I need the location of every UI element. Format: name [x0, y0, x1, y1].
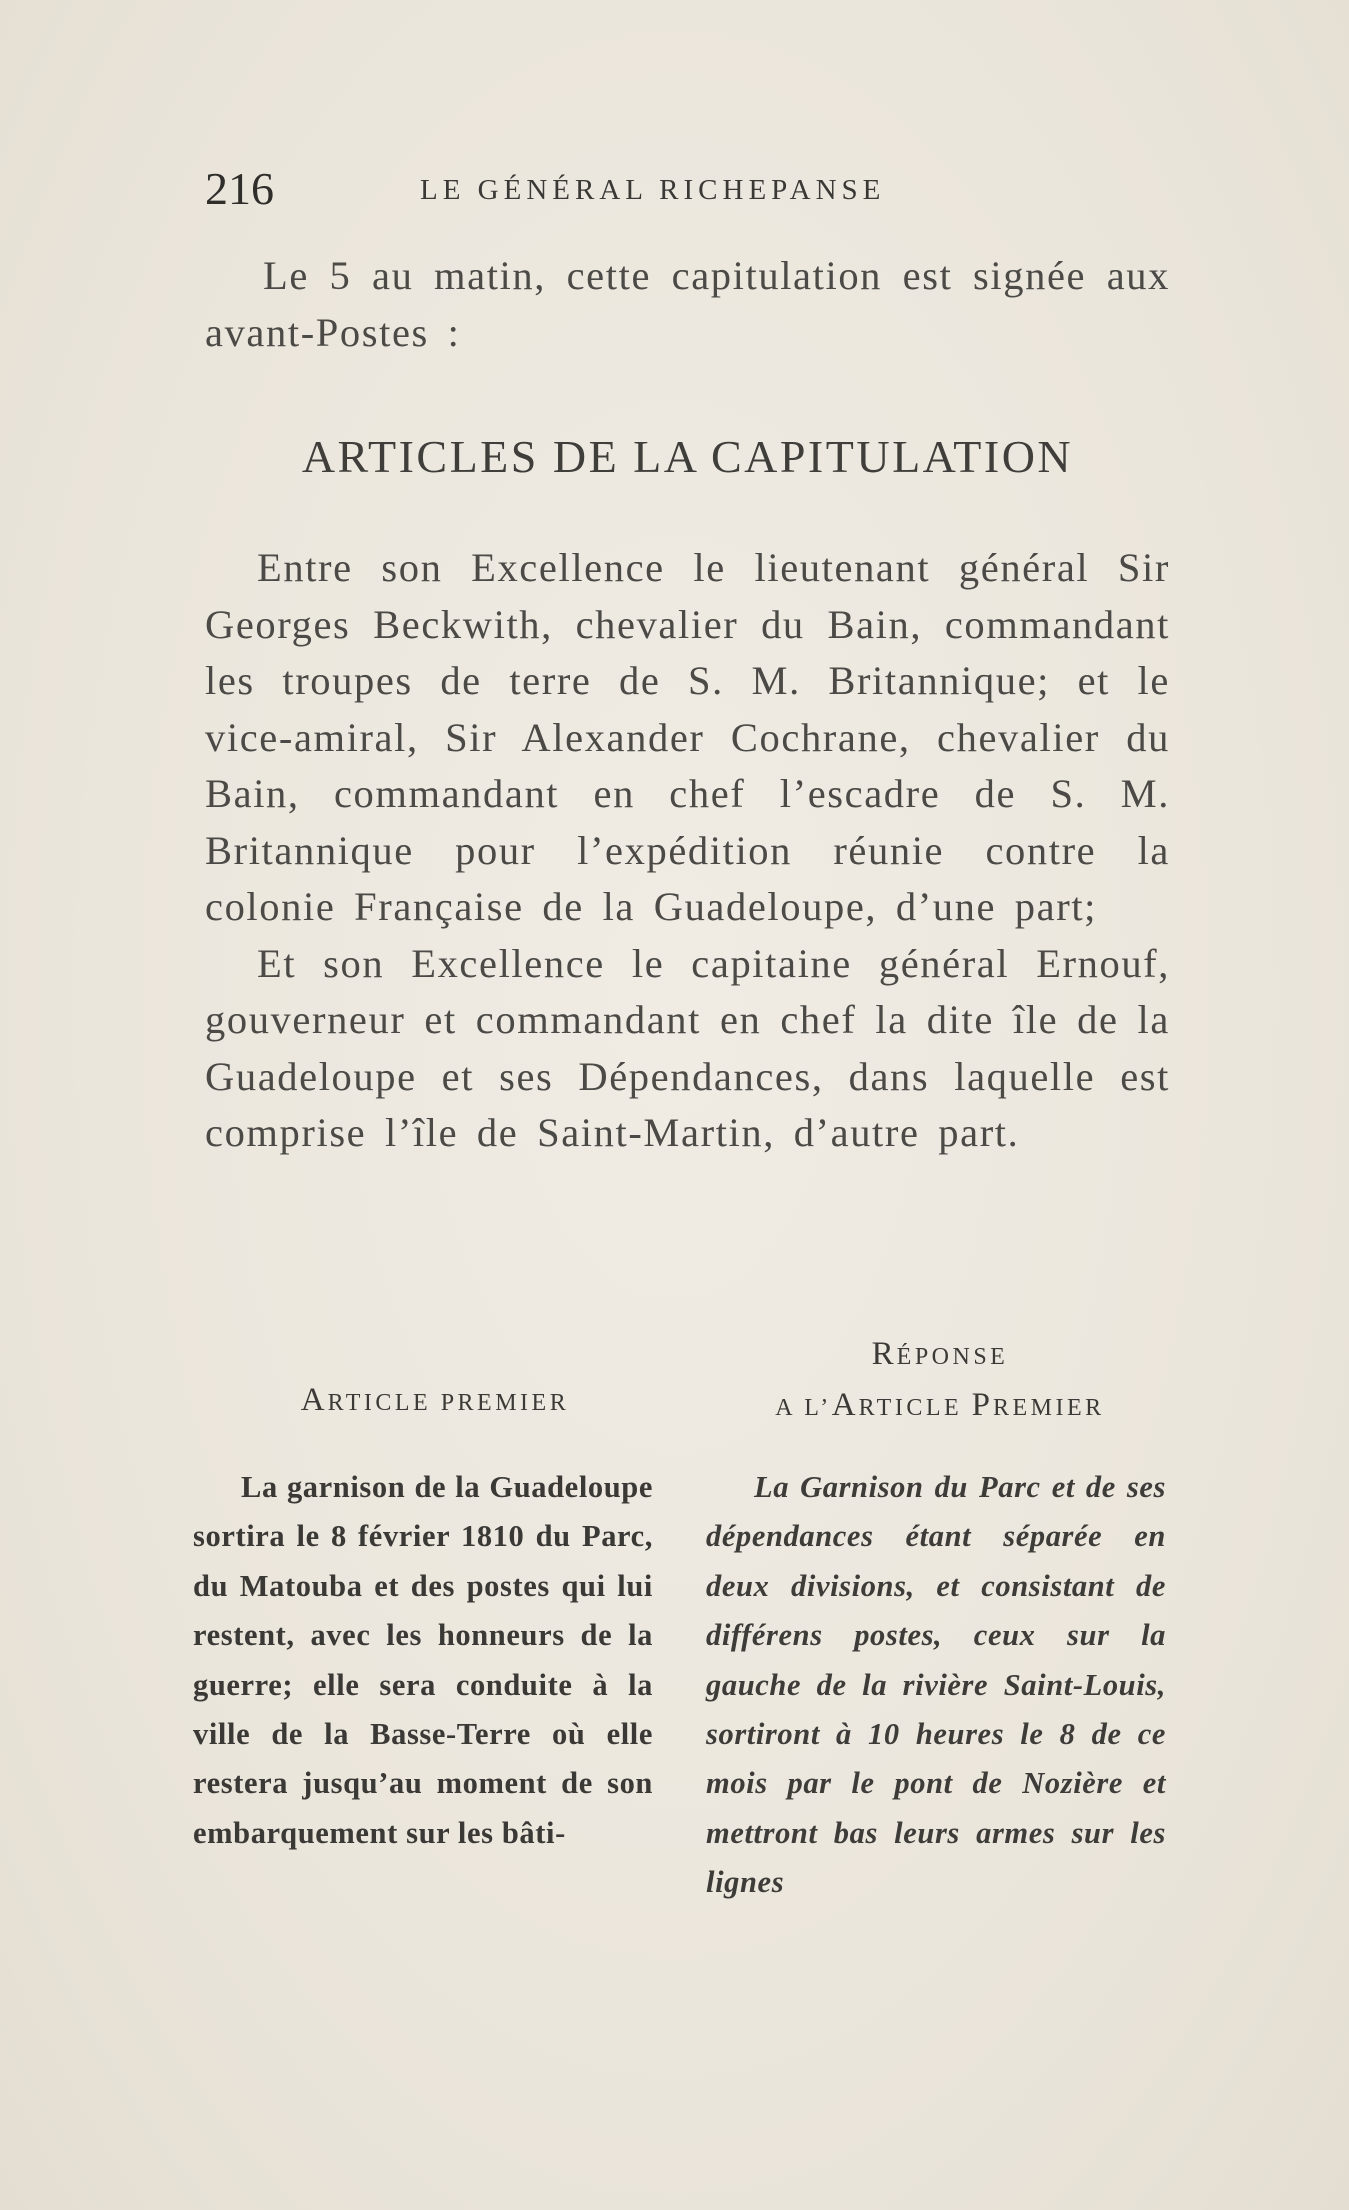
- preamble: [205, 540, 1170, 1162]
- response-heading-line2: [700, 1381, 1180, 1432]
- response-heading-rest: ÉPONSE: [896, 1344, 1009, 1370]
- response-heading: [700, 1330, 1180, 1432]
- response-heading-initial-p: P: [971, 1387, 994, 1423]
- article-text: La garnison de la Guadeloupe sortira le 8 février 1810 du Parc, du Matouba et des postes qui lui restent, avec les honneurs de la guerre; elle sera conduite à la ville de la Basse-Terre où elle restera jusqu’au moment de son embarquement sur les bâti-: [193, 1470, 653, 1850]
- preamble-paragraph: Et son Excellence le capitaine général Ernouf, gouverneur et commandant en chef la dite île de la Guadeloupe et ses Dépendances, dans laquelle est comprise l’île de Saint-Martin, d’autre part.: [205, 940, 1170, 1155]
- preamble-paragraph: Entre son Excellence le lieutenant général Sir Georges Beckwith, chevalier du Bain, commandant les troupes de terre de S. M. Britannique; et le vice-amiral, Sir Alexander Cochrane, chevalier du Bain, commandant en chef l’escadre de S. M. Britannique pour l’expédition réunie contre la colonie Française de la Guadeloupe, d’une part;: [205, 545, 1170, 929]
- response-text: La Garnison du Parc et de ses dépendances étant séparée en deux divisions, et consistant de différens postes, ceux sur la gauche de la rivière Saint-Louis, sortiront à 10 heures le 8 de ce mois par le pont de Nozière et mettront bas leurs armes sur les lignes: [706, 1470, 1166, 1900]
- intro-paragraph: Le 5 au matin, cette capitulation est signée aux avant-Postes :: [205, 253, 1170, 355]
- response-heading-line1: [700, 1330, 1180, 1381]
- article-heading-initial: A: [300, 1382, 328, 1418]
- running-title: LE GÉNÉRAL RICHEPANSE: [420, 174, 886, 206]
- page-header: [205, 162, 1185, 222]
- response-heading-initial: R: [871, 1336, 897, 1372]
- response-heading-prefix: A L’: [775, 1395, 832, 1421]
- response-heading-rest-a: RTICLE: [858, 1395, 972, 1421]
- section-title: ARTICLES DE LA CAPITULATION: [301, 431, 1074, 482]
- response-heading-initial-a: A: [831, 1387, 859, 1423]
- response-heading-rest-p: REMIER: [993, 1395, 1105, 1421]
- article-heading: [195, 1376, 675, 1427]
- page-number: 216: [205, 163, 274, 214]
- article-heading-rest: RTICLE PREMIER: [327, 1390, 570, 1416]
